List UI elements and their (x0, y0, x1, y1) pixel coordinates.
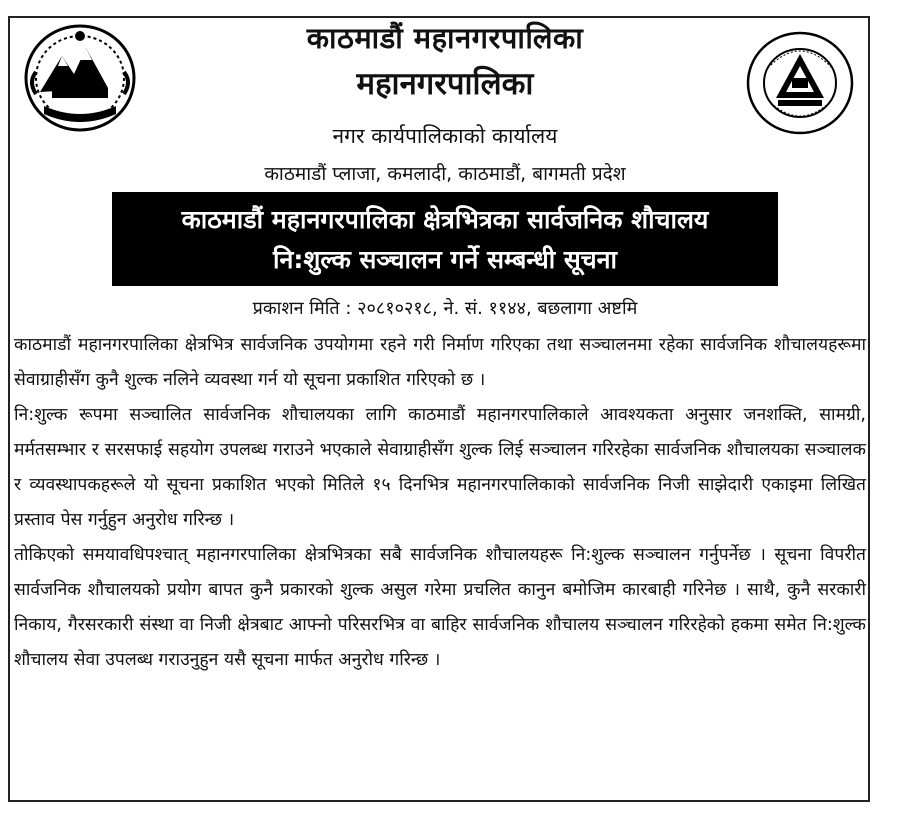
kmc-seal-icon (744, 28, 856, 138)
notice-body (14, 328, 866, 678)
paragraph-2: नि:शुल्क रूपमा सञ्चालित सार्वजनिक शौचालयका लागि काठमाडौं महानगरपालिकाले आवश्यकता अनुसार जनशक्ति, सामग्री, मर्मतसम्भार र सरसफाई सहयोग उपलब्ध गराउने भएकाले सेवाग्राहीसँग शुल्क लिई सञ्चालन गरिरहेका सार्वजनिक शौचालयका सञ्चालक र व्यवस्थापकहरूले यो सूचना प्रकाशित भएको मितिले १५ दिनभित्र महानगरपालिकाको सार्वजनिक निजी साझेदारी एकाइमा लिखित प्रस्ताव पेस गर्नुहुन अनुरोध गरिन्छ । (14, 405, 866, 530)
paragraph-3: तोकिएको समयावधिपश्चात् महानगरपालिका क्षेत्रभित्रका सबै सार्वजनिक शौचालयहरू नि:शुल्क सञ्चालन गर्नुपर्नेछ । सूचना विपरीत सार्वजनिक शौचालयको प्रयोग बापत कुनै प्रकारको शुल्क असुल गरेमा प्रचलित कानुन बमोजिम कारबाही गरिनेछ । साथै, कुनै सरकारी निकाय, गैरसरकारी संस्था वा निजी क्षेत्रबाट आफ्नो परिसरभित्र वा बाहिर सार्वजनिक शौचालय सञ्चालन गरिरहेको हकमा समेत नि:शुल्क शौचालय सेवा उपलब्ध गराउनुहुन यसै सूचना मार्फत अनुरोध गरिन्छ । (14, 545, 866, 670)
notice-title-line-1: काठमाडौं महानगरपालिका क्षेत्रभित्रका सार्वजनिक शौचालय (181, 205, 709, 234)
org-name: काठमाडौं महानगरपालिका (306, 21, 584, 55)
office-address: काठमाडौं प्लाजा, कमलादी, काठमाडौं, बागमती प्रदेश (264, 163, 626, 185)
office-name: नगर कार्यपालिकाको कार्यालय (332, 124, 558, 148)
publication-date: प्रकाशन मिति : २०८१०२१८, ने. सं. ११४४, बछलागा अष्टमि (252, 298, 638, 319)
paragraph-1: काठमाडौं महानगरपालिका क्षेत्रभित्र सार्वजनिक उपयोगमा रहने गरी निर्माण गरिएका तथा सञ्चालनमा रहेका सार्वजनिक शौचालयहरूमा सेवाग्राहीसँग कुनै शुल्क नलिने व्यवस्था गर्न यो सूचना प्रकाशित गरिएको छ । (14, 335, 866, 390)
notice-title-box (112, 192, 778, 286)
nepal-emblem-icon (22, 22, 138, 134)
notice-title-line-2: नि:शुल्क सञ्चालन गर्ने सम्बन्धी सूचना (272, 245, 618, 274)
org-name-script: महानगरपालिका (356, 66, 534, 102)
